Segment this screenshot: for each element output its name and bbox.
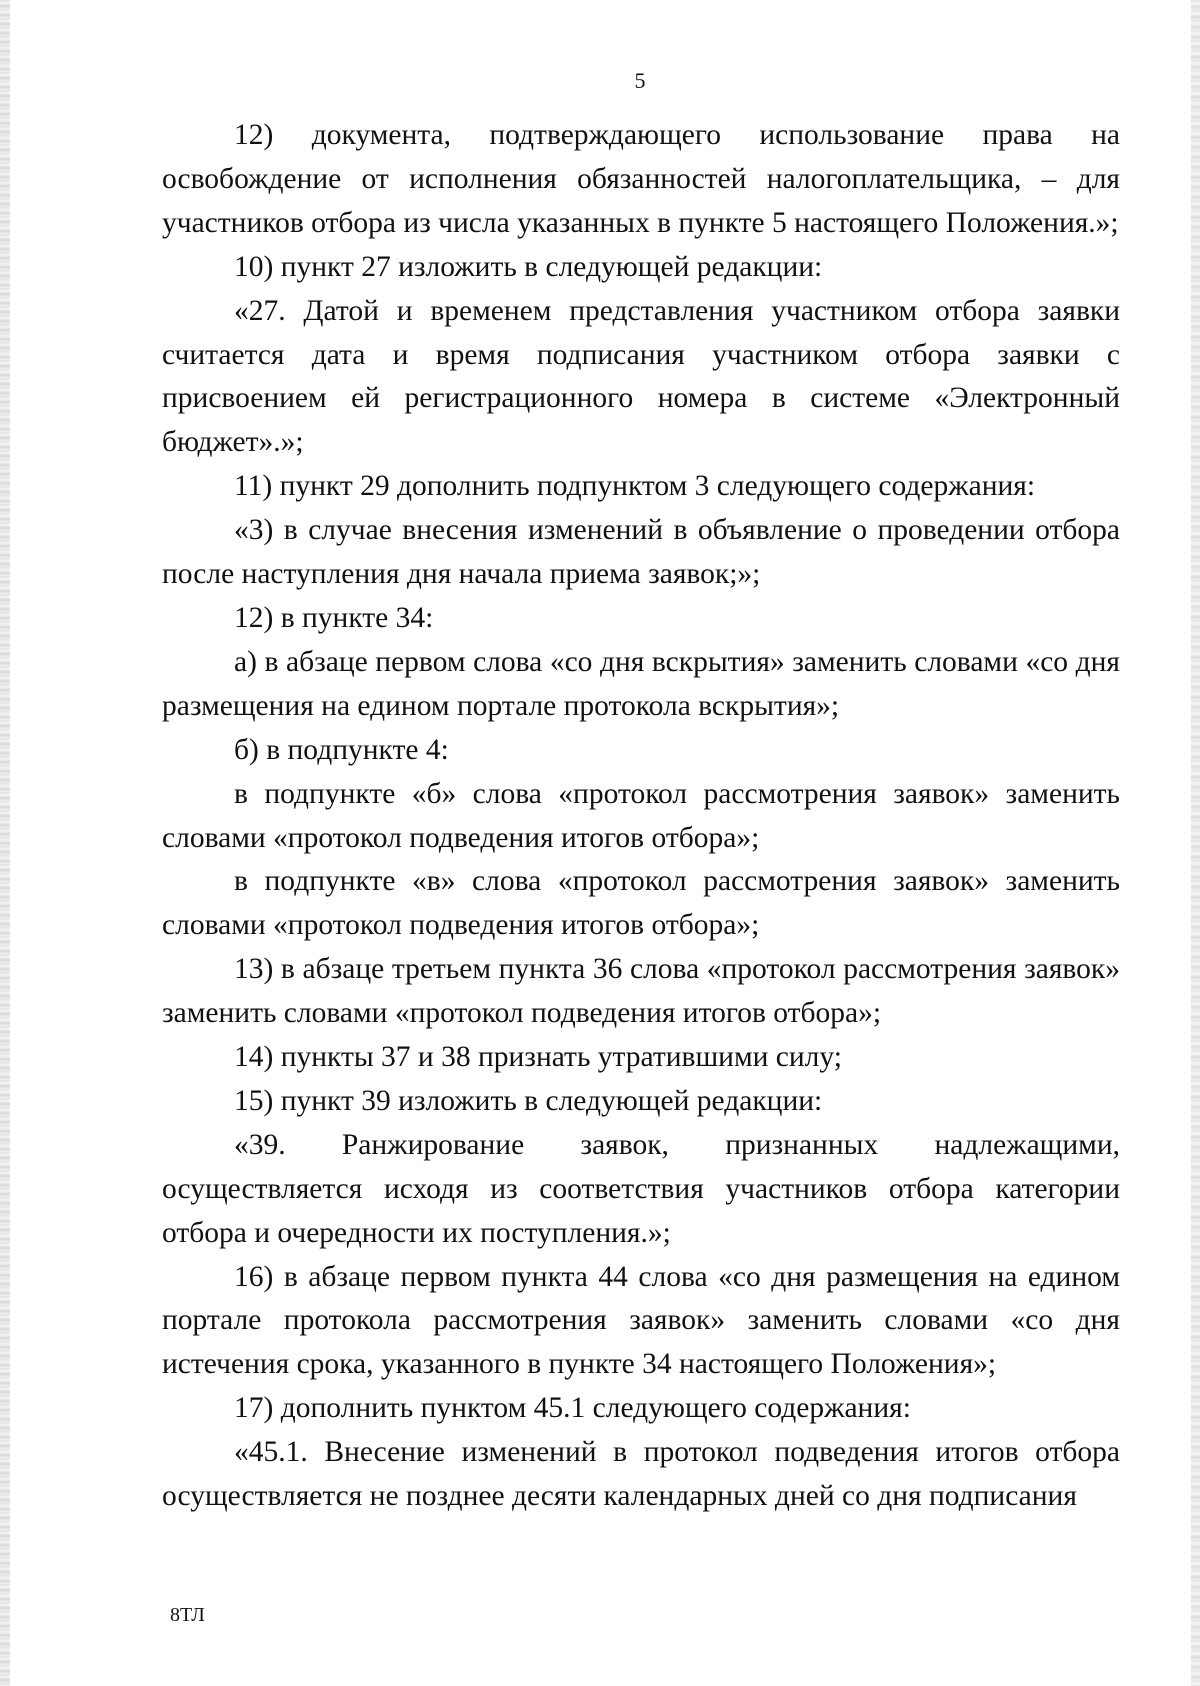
scan-edge-right: [1191, 0, 1200, 1686]
document-body: [162, 114, 1120, 1519]
paragraph: а) в абзаце первом слова «со дня вскрытия» заменить словами «со дня размещения на едином портале протокола вскрытия»;: [162, 645, 1120, 722]
paragraph: 14) пункты 37 и 38 признать утратившими силу;: [234, 1041, 842, 1074]
paragraph: в подпункте «б» слова «протокол рассмотрения заявок» заменить словами «протокол подведения итогов отбора»;: [162, 777, 1120, 854]
page-number: 5: [634, 68, 646, 93]
paragraph: «45.1. Внесение изменений в протокол подведения итогов отбора осуществляется не позднее десяти календарных дней со дня подписания: [162, 1436, 1120, 1513]
paragraph: «27. Датой и временем представления участником отбора заявки считается дата и время подписания участником отбора заявки с присвоением ей регистрационного номера в системе «Электронный бюджет».»;: [162, 294, 1120, 459]
paragraph: 13) в абзаце третьем пункта 36 слова «протокол рассмотрения заявок» заменить словами «протокол подведения итогов отбора»;: [162, 953, 1120, 1030]
paragraph: 17) дополнить пунктом 45.1 следующего содержания:: [234, 1392, 911, 1425]
scan-edge-left: [0, 0, 10, 1686]
paragraph: 12) в пункте 34:: [234, 601, 434, 634]
footer-document-code: 8ТЛ: [170, 1604, 205, 1626]
paragraph: 10) пункт 27 изложить в следующей редакции:: [234, 250, 823, 283]
paragraph: 16) в абзаце первом пункта 44 слова «со дня размещения на едином портале протокола рассмотрения заявок» заменить словами «со дня истечения срока, указанного в пункте 34 настоящего Положения»;: [162, 1260, 1120, 1381]
paragraph: 11) пункт 29 дополнить подпунктом 3 следующего содержания:: [234, 470, 1036, 503]
paragraph: 15) пункт 39 изложить в следующей редакции:: [234, 1084, 823, 1117]
paragraph: «39. Ранжирование заявок, признанных надлежащими, осуществляется исходя из соответствия участников отбора категории отбора и очередности их поступления.»;: [162, 1128, 1120, 1249]
paragraph: б) в подпункте 4:: [234, 733, 449, 766]
paragraph: «3) в случае внесения изменений в объявление о проведении отбора после наступления дня начала приема заявок;»;: [162, 514, 1120, 591]
paragraph: в подпункте «в» слова «протокол рассмотрения заявок» заменить словами «протокол подведения итогов отбора»;: [162, 865, 1120, 942]
paragraph: 12) документа, подтверждающего использование права на освобождение от исполнения обязанностей налогоплательщика, – для участников отбора из числа указанных в пункте 5 настоящего Положения.»;: [162, 119, 1120, 239]
